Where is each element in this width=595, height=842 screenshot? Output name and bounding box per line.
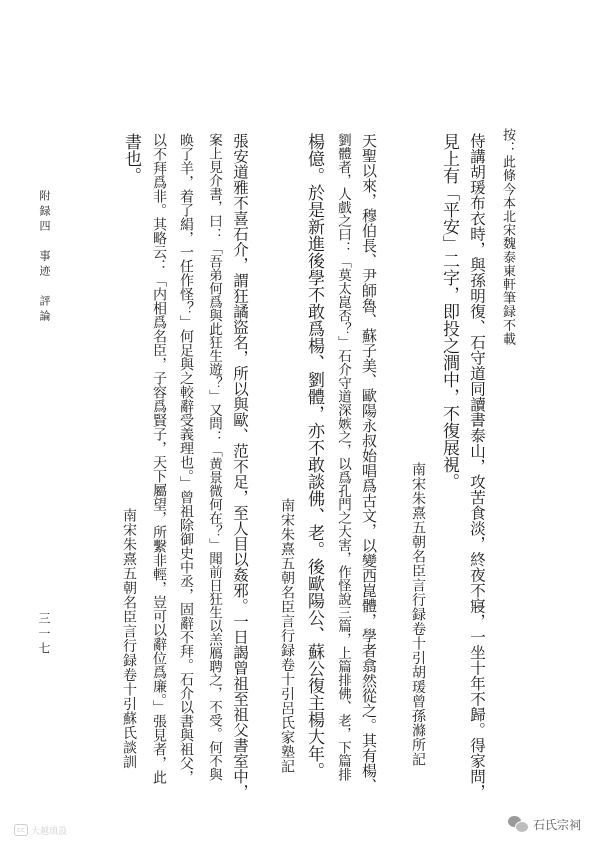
watermark-left (14, 822, 67, 838)
side-header: 附録四 事迹 評論 (38, 190, 51, 325)
passage3-citation: 南宋朱熹五朝名臣言行録卷十引蘇氏談訓 (121, 508, 137, 769)
passage3-line-3: 㬇了羊，着了絹，一任作怪？」何足與之較辭受義理也。」曾祖除御史中丞，固辭不拜。石介以書與祖父， (178, 133, 194, 784)
watermark-right (508, 813, 581, 835)
passage1-citation: 南宋朱熹五朝名臣言行録卷十引胡瑗曾孫滌所記 (410, 462, 426, 767)
page-number: 三一七 (37, 612, 51, 657)
passage3-line-2: 案上見介書，曰：「吾弟何爲與此狂生遊？」又問：「黄景微何在？」聞前日狂生以羔鴈聘之，不受。何不與 (206, 133, 222, 781)
passage2-line-1: 天聖以來，穆伯長、尹師魯、蘇子美、歐陽永叔始唱爲古文，以變西崑體，學者翕然從之。其有楊、 (360, 133, 378, 793)
passage2-citation: 南宋朱熹五朝名臣言行録卷十引呂氏家塾記 (279, 498, 295, 774)
passage2-line-2: 劉體者，人戲之曰：「莫太崑否？」石介守道深嫉之，以爲孔門之大害，作怪說三篇，上篇排佛、老，下篇排 (335, 133, 351, 781)
annotation-note: 按：此條今本北宋魏泰東軒筆録不載 (500, 128, 515, 346)
cc-icon: cc (14, 824, 28, 836)
watermark-left-text: 大越瑣設 (31, 826, 68, 837)
passage2-line-3: 楊億。於是新進後學不敢爲楊、劉體，亦不敢談佛、老。後歐陽公、蘇公復主楊大年。 (304, 133, 324, 779)
passage3-line-4: 以不拜爲非。其略云：「内相爲名臣，子容爲賢子，天下屬望，所繫非輕，豈可以辭位爲廉。」張見者，此 (151, 133, 167, 784)
passage1-line-1: 侍講胡瑗布衣時，與孫明復、石守道同讀書泰山，攻苦食淡，終夜不寢，一坐十年不歸。得家問， (468, 133, 486, 800)
wechat-icon (508, 816, 528, 833)
passage1-line-2: 見上有「平安」二字，即投之澗中，不復展視。 (439, 133, 459, 490)
passage3-line-5: 書也。 (121, 133, 141, 184)
passage3-line-1: 張安道雅不喜石介，謂狂譎盜名，所以與歐、范不足，至人目以姦邪。一日謁曾祖至祖父書室中， (231, 133, 249, 800)
watermark-right-text: 石氏宗祠 (532, 817, 581, 832)
